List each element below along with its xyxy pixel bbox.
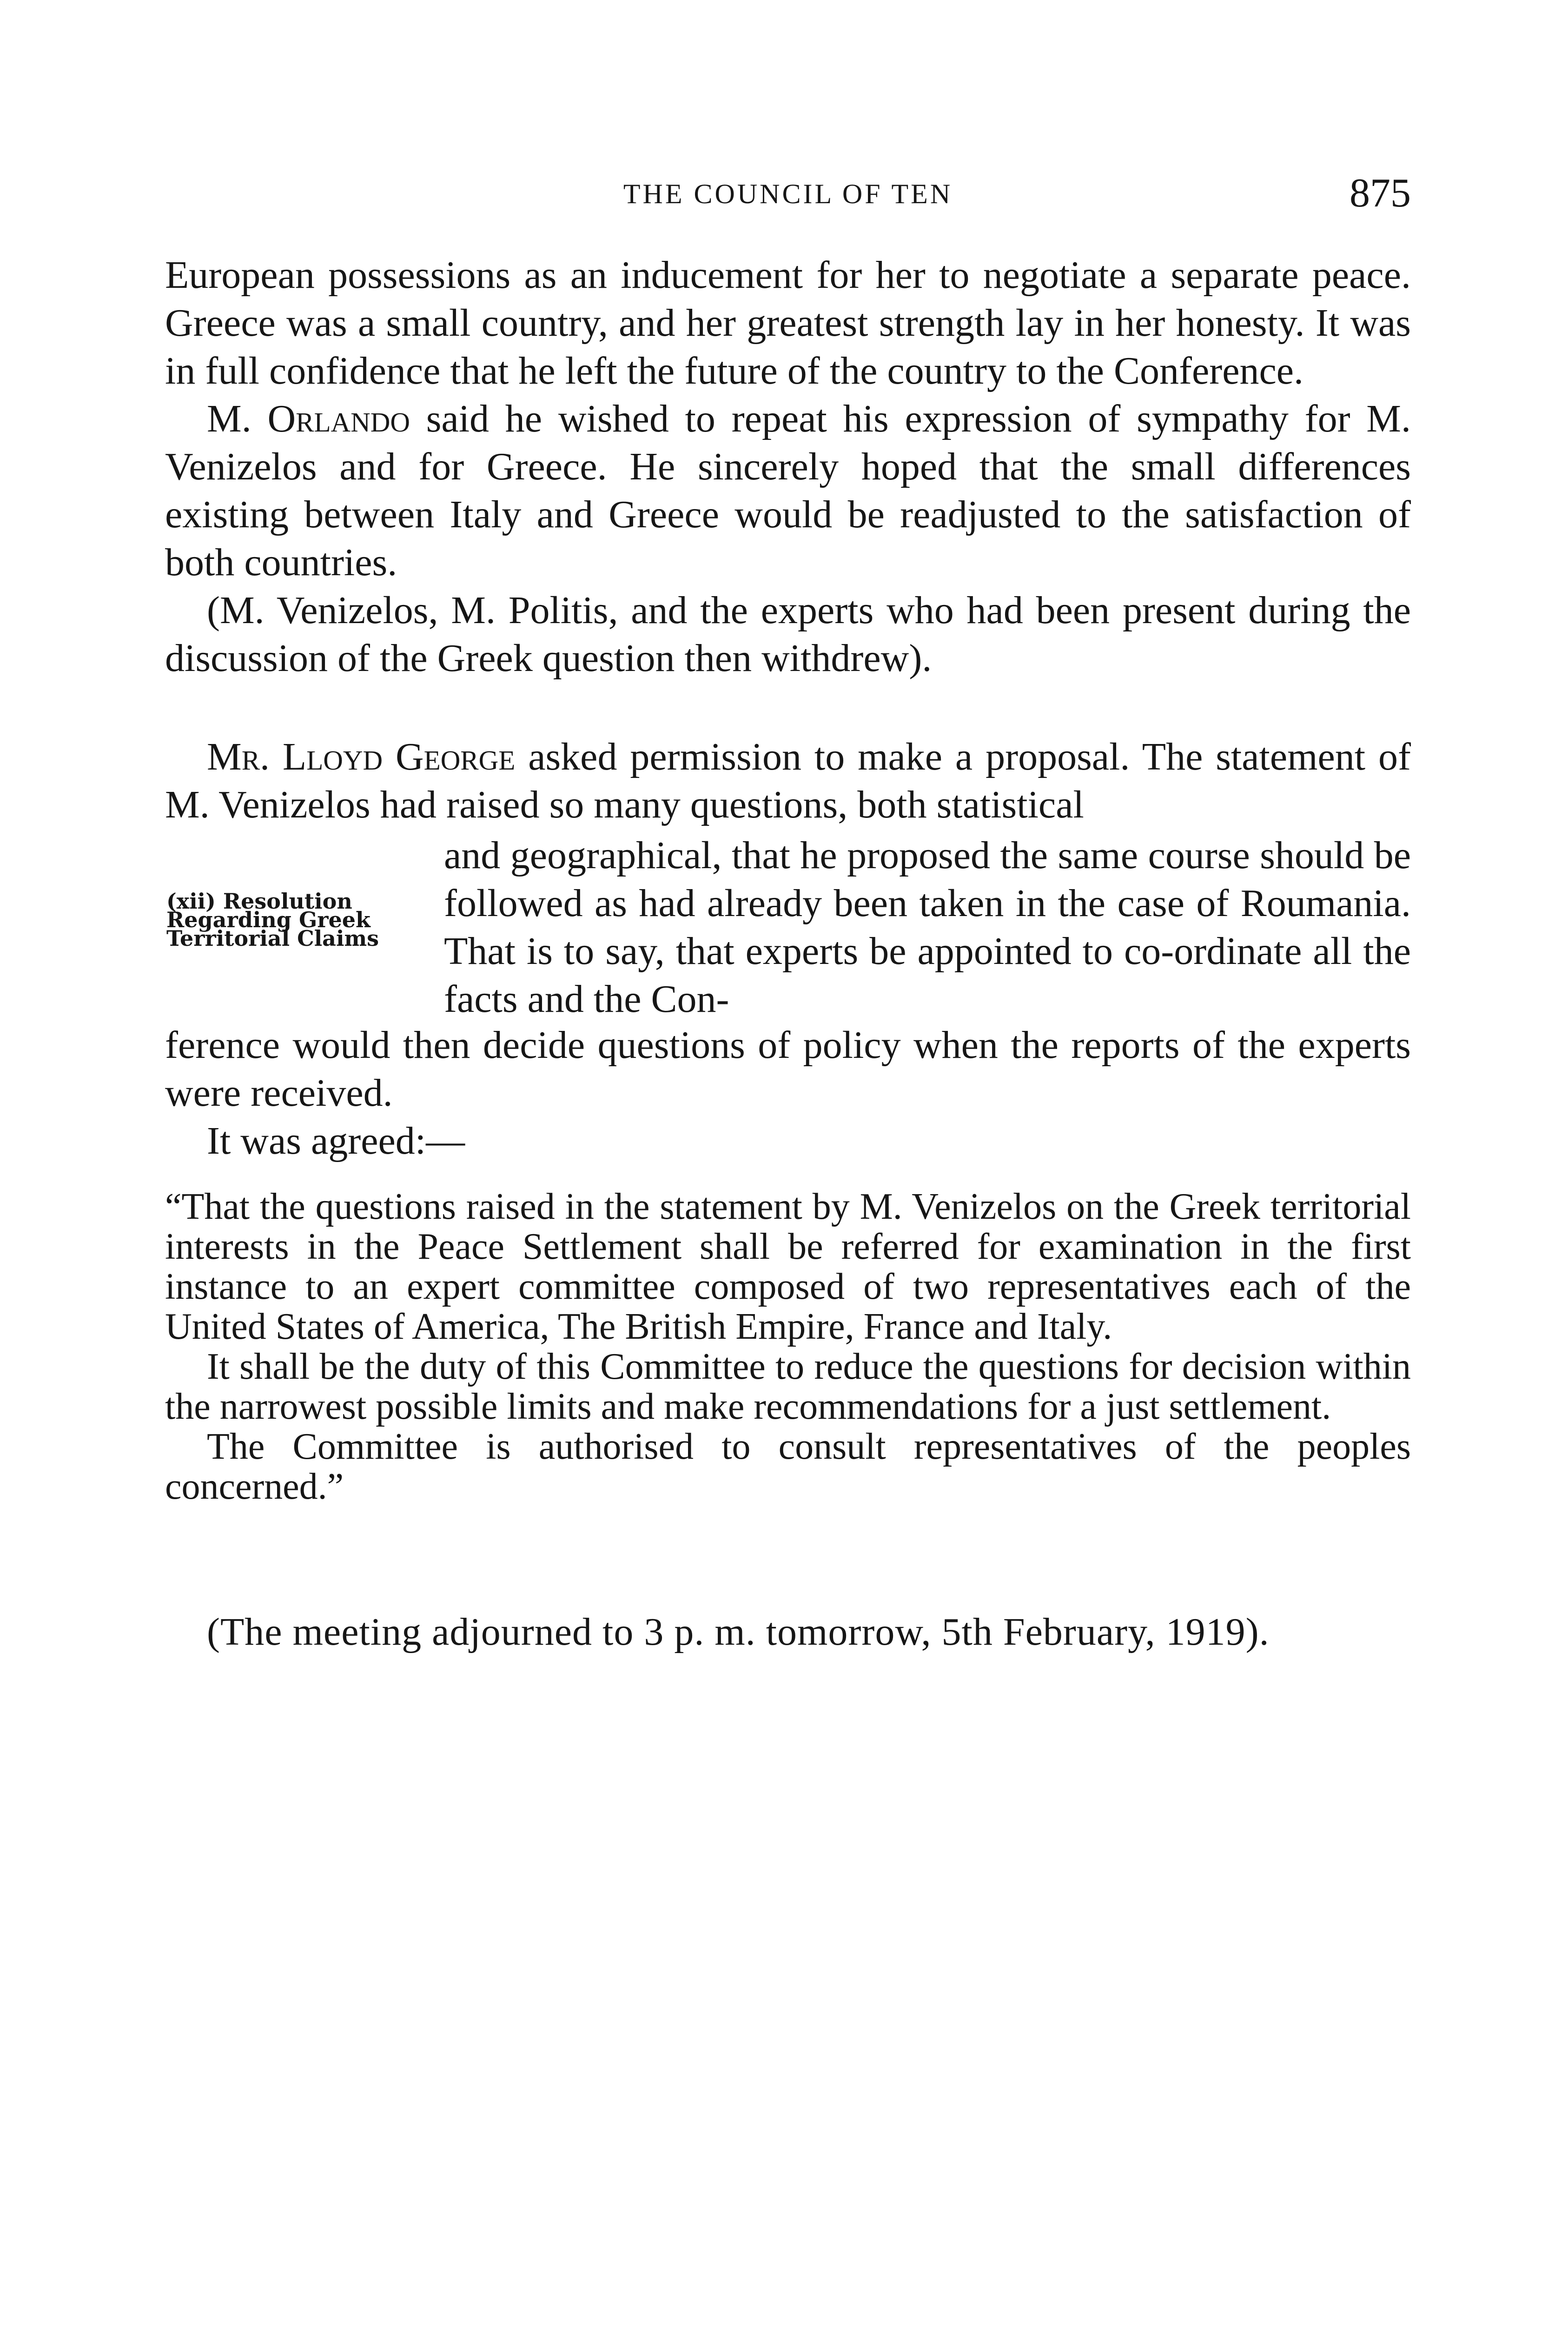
speaker-lloyd-george: Mr. Lloyd George bbox=[207, 735, 516, 778]
margin-note-line: Regarding Greek bbox=[166, 907, 370, 932]
paragraph-lloyd-george-text: asked permission to make a proposal. The statement of M. Venizelos had raised so many questions, both statistical bbox=[165, 735, 1411, 826]
paragraph-withdrawal: (M. Venizelos, M. Politis, and the experts who had been present during the discussion of the Greek question then withdrew). bbox=[165, 589, 1411, 680]
margin-note bbox=[166, 889, 427, 951]
resolution-text bbox=[165, 1187, 1411, 1507]
resolution-paragraph: “That the questions raised in the statement by M. Venizelos on the Greek territorial interests in the Peace Settlement shall be referred for examination in the first instance to an expert committee composed of two representatives each of the United States of America, The British Empire, France and Italy. bbox=[165, 1186, 1411, 1347]
page-number: 875 bbox=[1350, 171, 1411, 216]
paragraph-orlando bbox=[165, 395, 1411, 586]
running-title: THE COUNCIL OF TEN bbox=[623, 179, 953, 209]
resolution-paragraph: The Committee is authorised to consult representatives of the peoples concerned.” bbox=[165, 1426, 1411, 1507]
agreement-lead: It was agreed:— bbox=[207, 1119, 465, 1162]
body-text-upper bbox=[165, 251, 1411, 682]
speaker-orlando: M. Orlando bbox=[207, 397, 410, 440]
paragraph-lloyd-george-tail: ference would then decide questions of policy when the reports of the experts were received. bbox=[165, 1023, 1411, 1115]
body-text-lloyd-george-lead bbox=[165, 733, 1411, 829]
margin-note-line: Territorial Claims bbox=[166, 926, 379, 951]
margin-note-line: (xii) Resolution bbox=[166, 889, 352, 914]
paragraph-lloyd-george-wrapped: and geographical, that he proposed the same course should be followed as had already been taken in the case of Roumania. That is to say, that experts be appointed to co-ordinate all the facts and the Con- bbox=[444, 834, 1411, 1021]
body-text-agreement bbox=[165, 1021, 1411, 1165]
adjournment-note: (The meeting adjourned to 3 p. m. tomorrow, 5th February, 1919). bbox=[207, 1610, 1270, 1654]
paragraph-orlando-text: said he wished to repeat his expression of sympathy for M. Venizelos and for Greece. He sincerely hoped that the small differences existing between Italy and Greece would be readjusted to the satisfaction of both countries. bbox=[165, 397, 1411, 584]
paragraph-venizelos-conclusion: European possessions as an inducement for her to negotiate a separate peace. Greece was a small country, and her greatest strength lay in her honesty. It was in full confidence that he left the future of the country to the Conference. bbox=[165, 253, 1411, 392]
resolution-paragraph: It shall be the duty of this Committee to reduce the questions for decision within the narrowest possible limits and make recommendations for a just settlement. bbox=[165, 1346, 1411, 1427]
paragraph-lloyd-george bbox=[165, 733, 1411, 829]
page-header bbox=[165, 170, 1411, 221]
